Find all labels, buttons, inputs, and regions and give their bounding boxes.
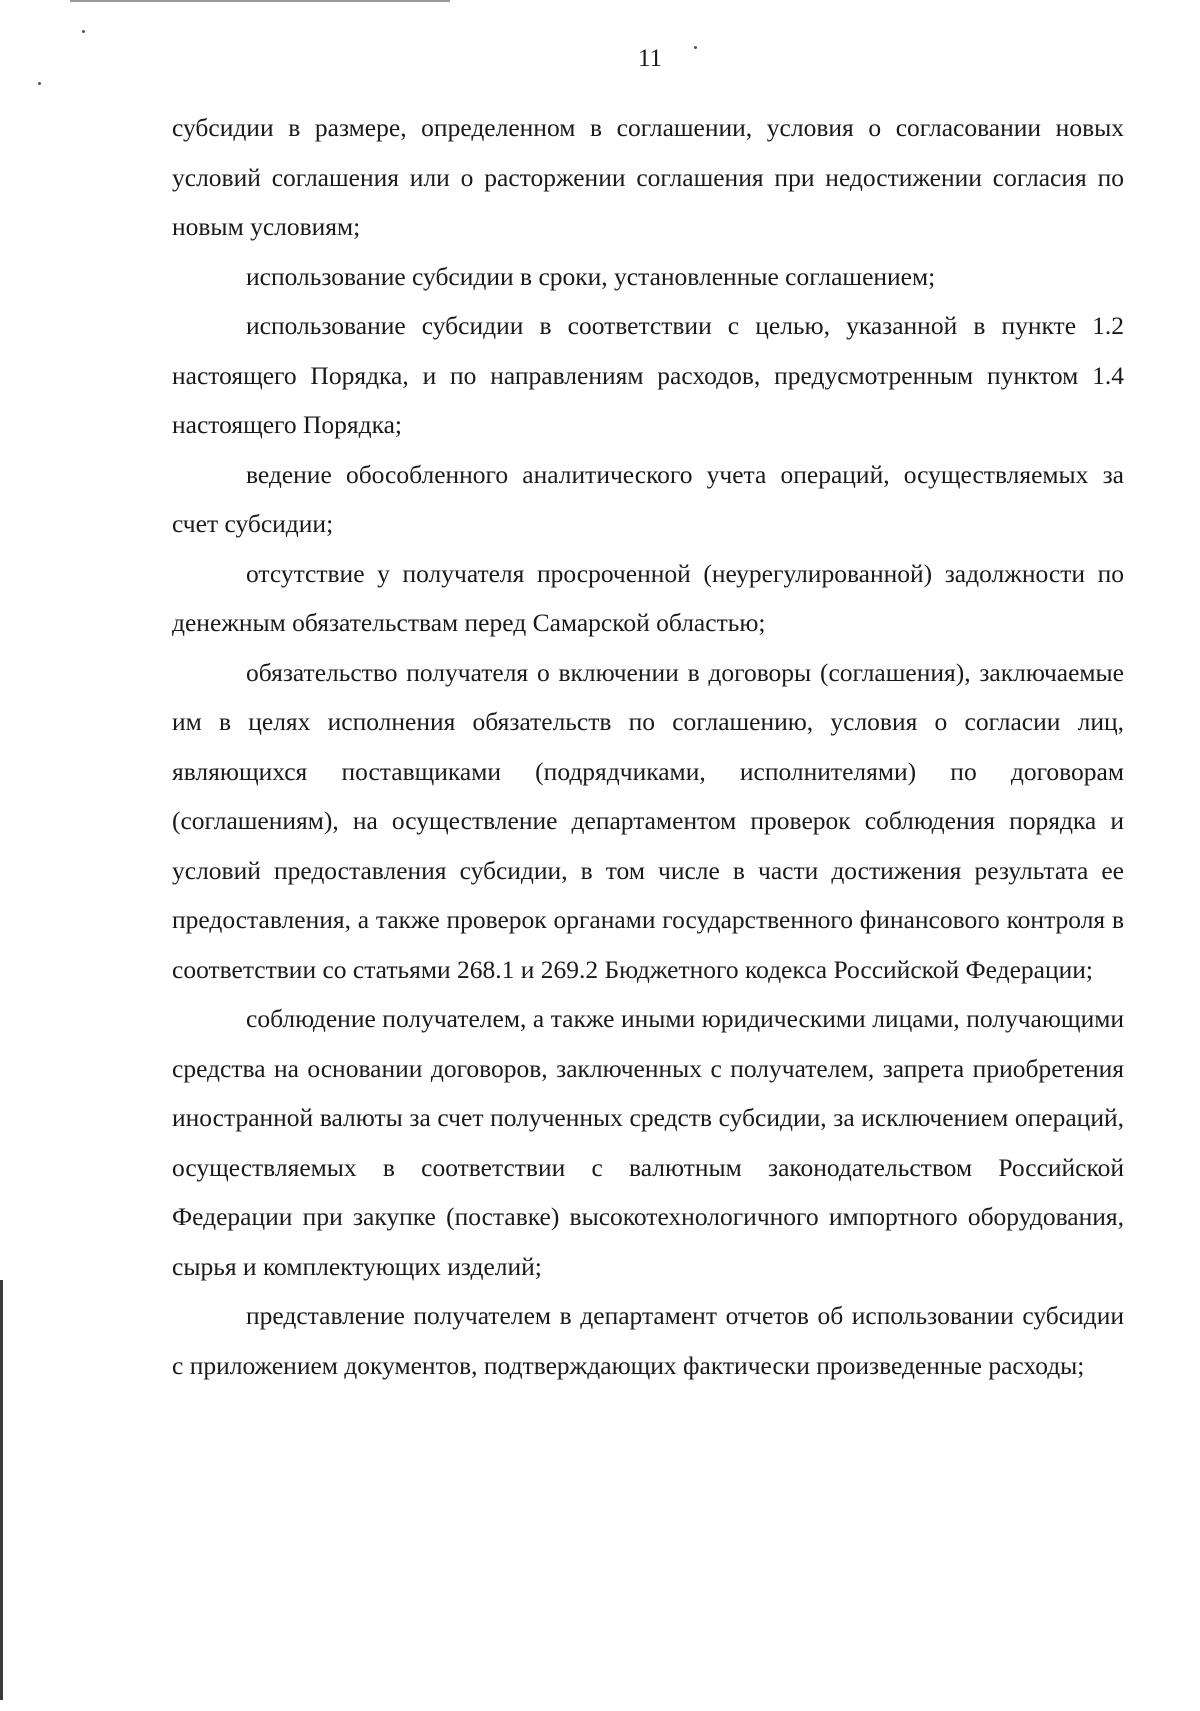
paragraph-subsidy-agreement-terms: субсидии в размере, определенном в соглашении, условия о согласовании новых условий соглашения или о расторжении соглашения при недостижении согласия по новым условиям; <box>172 113 1124 241</box>
paragraph-separate-accounting: ведение обособленного аналитического учета операций, осуществляемых за счет субсидии; <box>172 459 1124 538</box>
paragraph-no-overdue-debt: отсутствие у получателя просроченной (неурегулированной) задолжности по денежным обязательствам перед Самарской областью; <box>172 558 1124 637</box>
paragraph-reporting: представление получателем в департамент отчетов об использовании субсидии с приложением документов, подтверждающих фактически произведенные расходы; <box>172 1301 1124 1380</box>
paragraph-contract-obligation: обязательство получателя о включении в договоры (соглашения), заключаемые им в целях исполнения обязательств по соглашению, условия о согласии лиц, являющихся поставщиками (подрядчиками, исполнителями) по договорам (соглашениям), на осуществление департаментом проверок соблюдения порядка и условий предоставления субсидии, в том числе в части достижения результата ее предоставления, а также проверок органами государственного финансового контроля в соответствии со статьями 268.1 и 269.2 Бюджетного кодекса Российской Федерации; <box>172 657 1124 984</box>
paragraph-subsidy-purpose: использование субсидии в соответствии с целью, указанной в пункте 1.2 настоящего Порядка, и по направлениям расходов, предусмотренным пунктом 1.4 настоящего Порядка; <box>172 311 1124 439</box>
scan-speck <box>82 30 85 33</box>
document-body <box>172 103 1124 1390</box>
page-number: 11 <box>637 45 663 72</box>
paragraph-currency-ban: соблюдение получателем, а также иными юридическими лицами, получающими средства на основании договоров, заключенных с получателем, запрета приобретения иностранной валюты за счет полученных средств субсидии, за исключением операций, осуществляемых в соответствии с валютным законодательством Российской Федерации при закупке (поставке) высокотехнологичного импортного оборудования, сырья и комплектующих изделий; <box>172 1004 1124 1281</box>
paragraph-subsidy-deadlines: использование субсидии в сроки, установленные соглашением; <box>246 261 936 291</box>
scan-artifact-top-line <box>70 0 450 2</box>
scan-speck <box>38 82 41 85</box>
scan-artifact-left-edge <box>0 1280 3 1700</box>
